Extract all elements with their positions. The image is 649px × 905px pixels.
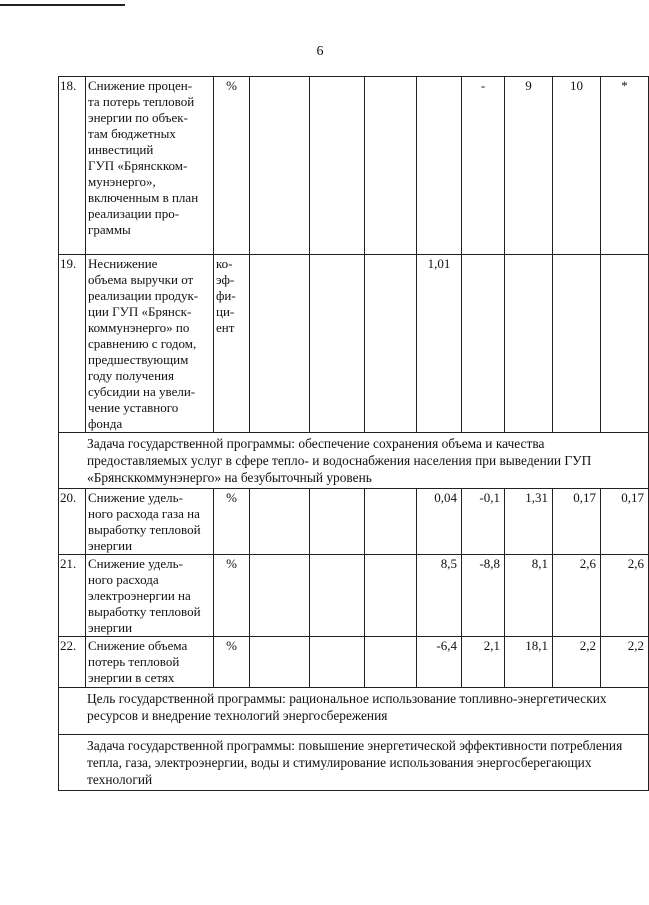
table-row [59,489,649,555]
value-cell: -6,4 [417,637,462,688]
value-cell: 2,2 [601,637,649,688]
value-cell [250,489,310,555]
value-cell [601,255,649,433]
value-cell: 1,31 [505,489,553,555]
unit: % [214,637,250,688]
value-cell: 9 [505,77,553,255]
value-cell: -0,1 [462,489,505,555]
task-text: Задача государственной программы: повышение энергетической эффективности потребления тепла, газа, электроэнергии, воды и стимулирование использования энергосберегающих технологий [59,735,649,791]
row-number: 22. [59,637,86,688]
value-cell: 2,6 [553,555,601,637]
value-cell: 2,1 [462,637,505,688]
value-cell [250,637,310,688]
row-number: 20. [59,489,86,555]
value-cell: 2,2 [553,637,601,688]
task-row [59,735,649,791]
value-cell [250,255,310,433]
value-cell [417,77,462,255]
value-cell: - [462,77,505,255]
value-cell: 0,17 [553,489,601,555]
value-cell [250,77,310,255]
table-row [59,637,649,688]
unit: ко- эф- фи- ци- ент [214,255,250,433]
value-cell: 18,1 [505,637,553,688]
value-cell [365,555,417,637]
value-cell: 2,6 [601,555,649,637]
task-text: Задача государственной программы: обеспечение сохранения объема и качества предоставляемых услуг в сфере тепло- и водоснабжения населения при выведении ГУП «Брянсккоммунэнерго» на безубыточный уровень [59,433,649,489]
value-cell [505,255,553,433]
value-cell [365,489,417,555]
value-cell [310,637,365,688]
unit: % [214,77,250,255]
unit: % [214,555,250,637]
top-rule [0,4,125,6]
value-cell [310,255,365,433]
goal-row [59,688,649,735]
row-number: 18. [59,77,86,255]
task-row [59,433,649,489]
value-cell [310,489,365,555]
value-cell [553,255,601,433]
indicators-table [58,76,649,791]
table-row [59,555,649,637]
unit: % [214,489,250,555]
table-row [59,77,649,255]
value-cell: 0,04 [417,489,462,555]
value-cell: 1,01 [417,255,462,433]
indicator-name: Снижение удель- ного расхода газа на выработку тепловой энергии [86,489,214,555]
page-number: 6 [316,44,324,59]
value-cell [462,255,505,433]
goal-text: Цель государственной программы: рациональное использование топливно-энергетических ресурсов и внедрение технологий энергосбережения [59,688,649,735]
value-cell [365,255,417,433]
table-row [59,255,649,433]
row-number: 19. [59,255,86,433]
row-number: 21. [59,555,86,637]
indicator-name: Снижение процен- та потерь тепловой энергии по объек- там бюджетных инвестиций ГУП «Брянскком- мунэнерго», включенным в план реализации про- граммы [86,77,214,255]
indicator-name: Снижение объема потерь тепловой энергии в сетях [86,637,214,688]
value-cell [365,637,417,688]
indicator-name: Снижение удель- ного расхода электроэнергии на выработку тепловой энергии [86,555,214,637]
value-cell [310,555,365,637]
value-cell: -8,8 [462,555,505,637]
value-cell: 8,5 [417,555,462,637]
value-cell: * [601,77,649,255]
indicator-name: Неснижение объема выручки от реализации продук- ции ГУП «Брянск- коммунэнерго» по сравнению с годом, предшествующим году получения субсидии на увели- чение уставного фонда [86,255,214,433]
value-cell [310,77,365,255]
value-cell: 8,1 [505,555,553,637]
value-cell [365,77,417,255]
value-cell [250,555,310,637]
value-cell: 10 [553,77,601,255]
value-cell: 0,17 [601,489,649,555]
